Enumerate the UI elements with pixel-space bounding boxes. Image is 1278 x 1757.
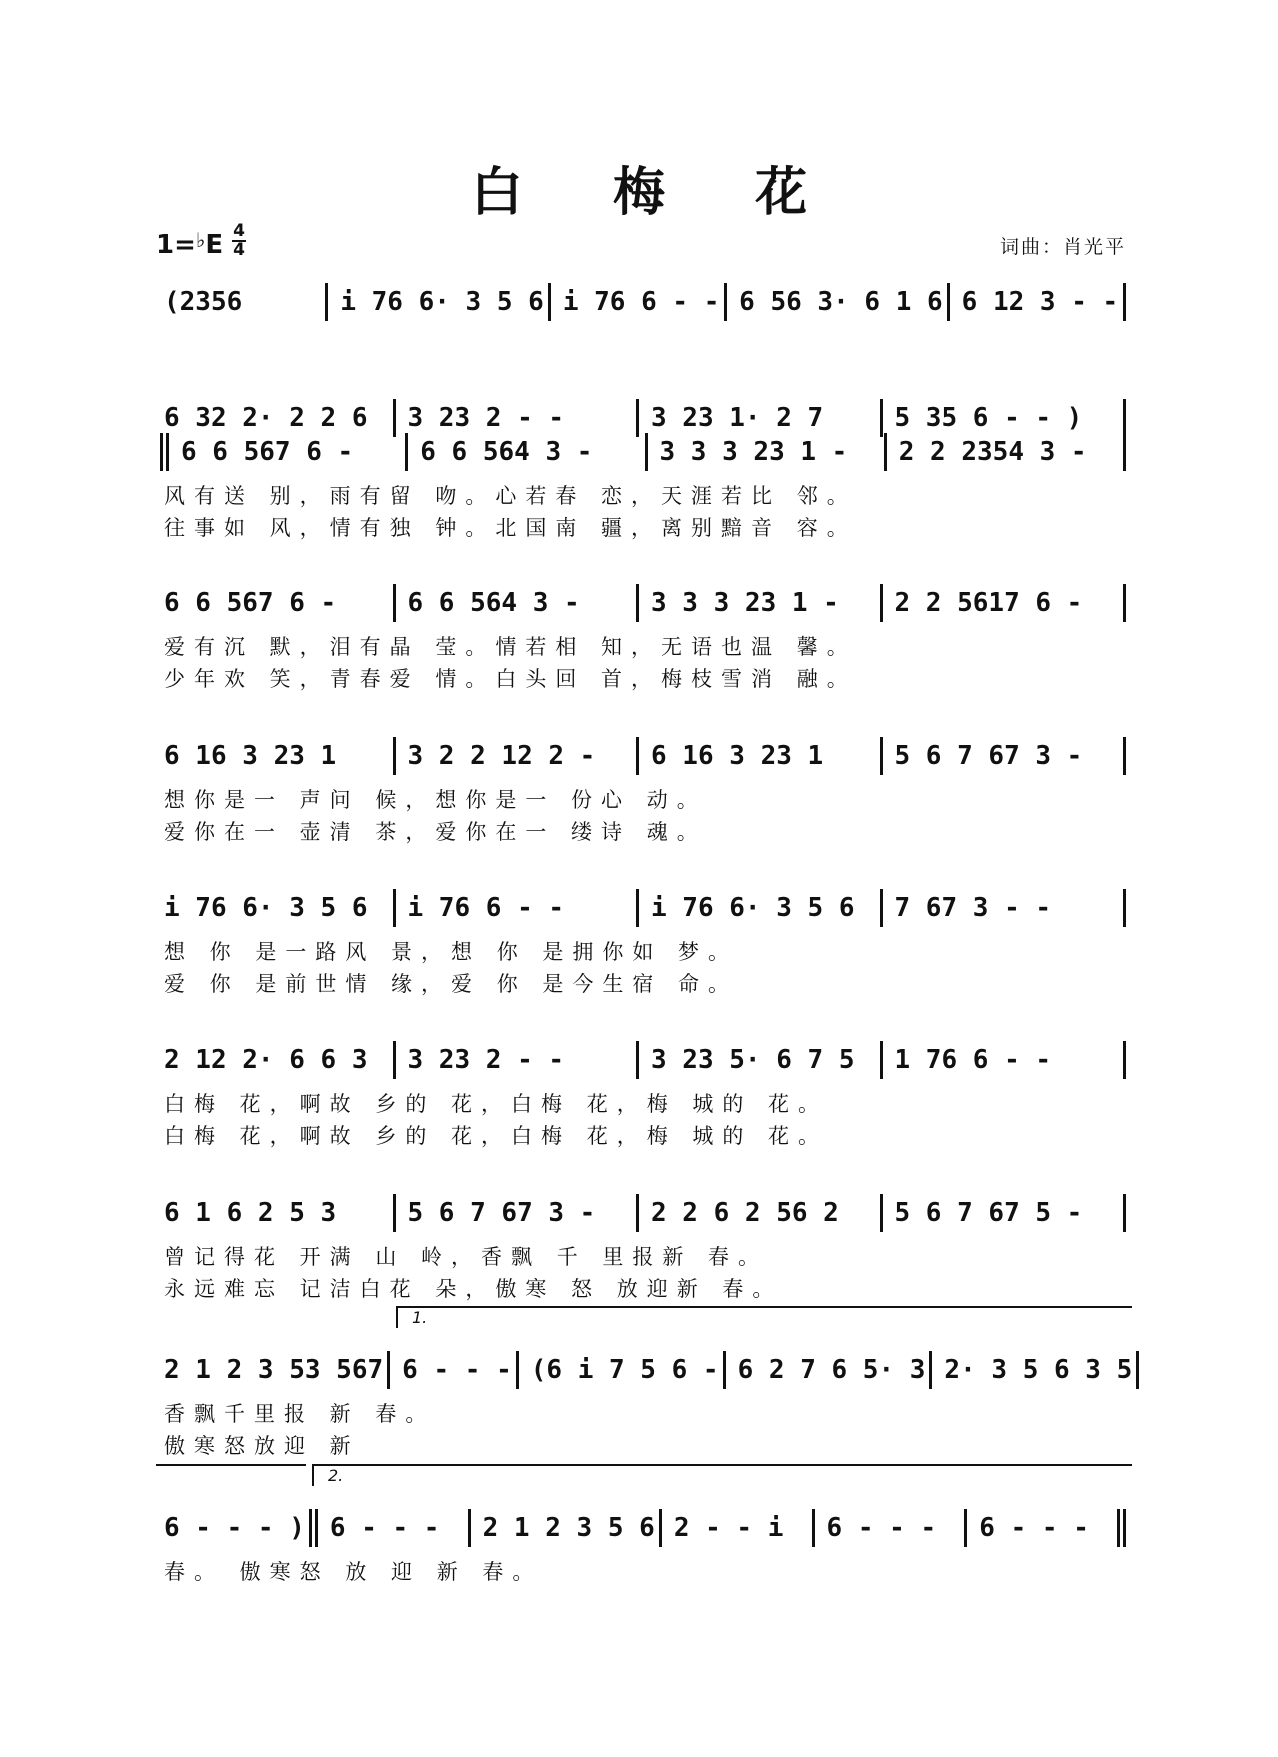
measure: 2 2 5617 6 -	[894, 588, 1083, 618]
barline	[723, 1351, 726, 1389]
barline	[393, 737, 396, 775]
measure: 5 6 7 67 3 -	[407, 1198, 596, 1228]
time-signature: 4 4	[233, 221, 245, 260]
barline	[393, 889, 396, 927]
measure: 5 6 7 67 3 -	[894, 741, 1083, 771]
barline	[636, 889, 639, 927]
lyric-line: 爱 你 是前世情 缘，爱 你 是今生宿 命。	[164, 972, 739, 996]
barline	[325, 283, 328, 321]
measure: 6 - - -	[329, 1513, 440, 1543]
lyric-line: 想你是一 声问 候，想你是一 份心 动。	[164, 788, 707, 812]
song-title: 白 梅 花	[470, 162, 844, 223]
measure: i 76 6· 3 5 6	[340, 287, 544, 317]
lyric-line: 风有送 别，雨有留 吻。心若春 恋，天涯若比 邻。	[164, 484, 857, 508]
lyric-line: 爱你在一 壶清 茶，爱你在一 缕诗 魂。	[164, 820, 707, 844]
barline	[884, 433, 887, 471]
barline	[1123, 1509, 1126, 1547]
barline	[516, 1351, 519, 1389]
lyric-line: 白梅 花，啊故 乡的 花，白梅 花，梅 城的 花。	[164, 1124, 829, 1148]
notes-line	[156, 1508, 1130, 1548]
notes-line	[156, 282, 1130, 322]
measure: 3 23 2 - -	[407, 1045, 565, 1075]
measure: 6 2 7 6 5· 3	[737, 1355, 926, 1385]
measure: 6 6 567 6 -	[181, 437, 354, 467]
barline	[659, 1509, 662, 1547]
barline	[1123, 1041, 1126, 1079]
measure: 3 3 3 23 1 -	[659, 437, 848, 467]
measure: 6 56 3· 6 1 6	[739, 287, 943, 317]
barline	[393, 1194, 396, 1232]
barline	[548, 283, 551, 321]
volta-number: 1.	[412, 1308, 428, 1327]
barline	[964, 1509, 967, 1547]
measure: i 76 6 - -	[562, 287, 720, 317]
barline	[1136, 1351, 1139, 1389]
measure: 6 12 3 - -	[961, 287, 1119, 317]
lyric-line: 白梅 花，啊故 乡的 花，白梅 花，梅 城的 花。	[164, 1092, 829, 1116]
barline	[393, 1041, 396, 1079]
barline	[1123, 584, 1126, 622]
measure: 6 - - -	[402, 1355, 512, 1385]
measure: 3 23 1· 2 7	[651, 403, 824, 433]
measure: 6 6 567 6 -	[164, 588, 337, 618]
measure: 2 12 2· 6 6 3	[164, 1045, 368, 1075]
lyric-line: 傲寒怒放迎 新	[164, 1434, 360, 1458]
volta-1-continuation	[156, 1464, 306, 1466]
notes-line	[156, 432, 1130, 472]
barline	[468, 1509, 471, 1547]
notes-line	[156, 583, 1130, 623]
measure: 6 6 564 3 -	[407, 588, 580, 618]
measure: 1 76 6 - -	[894, 1045, 1052, 1075]
barline	[405, 433, 408, 471]
measure: 2· 3 5 6 3 5	[944, 1355, 1133, 1385]
lyric-line: 香飘千里报 新 春。	[164, 1402, 436, 1426]
measure: 6 1 6 2 5 3	[164, 1198, 337, 1228]
notes-line	[156, 1040, 1130, 1080]
notes-line	[156, 1350, 1133, 1390]
barline	[636, 584, 639, 622]
lyric-line: 想 你 是一路风 景，想 你 是拥你如 梦。	[164, 940, 739, 964]
measure: 2 - - i	[673, 1513, 784, 1543]
measure: 6 - - -	[979, 1513, 1089, 1543]
barline	[880, 737, 883, 775]
barline	[636, 737, 639, 775]
barline	[1123, 283, 1126, 321]
barline	[636, 1194, 639, 1232]
barline	[1123, 889, 1126, 927]
measure: i 76 6· 3 5 6	[164, 893, 368, 923]
barline	[812, 1509, 815, 1547]
volta-bracket	[396, 1306, 1132, 1328]
measure: 6 6 564 3 -	[420, 437, 593, 467]
barline	[1123, 1194, 1126, 1232]
key-signature: 1=♭E	[156, 228, 224, 260]
barline	[1123, 737, 1126, 775]
measure: i 76 6 - -	[407, 893, 565, 923]
notes-line	[156, 888, 1130, 928]
barline	[636, 1041, 639, 1079]
measure: 2 1 2 3 53 567	[164, 1355, 384, 1385]
measure: 3 3 3 23 1 -	[651, 588, 839, 618]
barline	[880, 1041, 883, 1079]
measure: 6 - - -	[826, 1513, 937, 1543]
measure: (2356	[164, 287, 243, 317]
lyric-line: 往事如 风，情有独 钟。北国南 疆，离别黯音 容。	[164, 516, 857, 540]
measure: 6 32 2· 2 2 6	[164, 403, 368, 433]
lyric-line: 永远难忘 记洁白花 朵，傲寒 怒 放迎新 春。	[164, 1277, 783, 1301]
barline	[880, 584, 883, 622]
barline	[947, 283, 950, 321]
notes-line	[156, 1193, 1130, 1233]
barline	[724, 283, 727, 321]
measure: 3 2 2 12 2 -	[407, 741, 596, 771]
repeat-start-barline	[160, 433, 163, 471]
lyric-line: 少年欢 笑，青春爱 情。白头回 首，梅枝雪消 融。	[164, 667, 857, 691]
measure: 5 35 6 - - )	[894, 403, 1083, 433]
measure: 3 23 2 - -	[407, 403, 565, 433]
notes-line	[156, 736, 1130, 776]
barline	[880, 1194, 883, 1232]
measure: (6 i 7 5 6 -	[530, 1355, 719, 1385]
measure: 6 - - - )	[164, 1513, 305, 1543]
measure: 2 1 2 3 5 6	[482, 1513, 655, 1543]
lyric-line: 春。 傲寒怒 放 迎 新 春。	[164, 1560, 543, 1584]
volta-bracket	[312, 1464, 1132, 1486]
barline	[315, 1509, 318, 1547]
measure: 6 16 3 23 1	[164, 741, 337, 771]
barline	[645, 433, 648, 471]
barline	[393, 584, 396, 622]
composer-credit: 词曲：肖光平	[1000, 236, 1127, 258]
barline	[929, 1351, 932, 1389]
barline	[880, 889, 883, 927]
measure: 2 2 2354 3 -	[898, 437, 1087, 467]
barline	[387, 1351, 390, 1389]
measure: 3 23 5· 6 7 5	[651, 1045, 855, 1075]
lyric-line: 曾记得花 开满 山 岭，香飘 千 里报新 春。	[164, 1245, 769, 1269]
barline	[1123, 433, 1126, 471]
volta-number: 2.	[328, 1466, 344, 1485]
measure: 5 6 7 67 5 -	[894, 1198, 1083, 1228]
measure: 7 67 3 - -	[894, 893, 1052, 923]
lyric-line: 爱有沉 默，泪有晶 莹。情若相 知，无语也温 馨。	[164, 635, 857, 659]
measure: 6 16 3 23 1	[651, 741, 824, 771]
measure: 2 2 6 2 56 2	[651, 1198, 839, 1228]
measure: i 76 6· 3 5 6	[651, 893, 855, 923]
